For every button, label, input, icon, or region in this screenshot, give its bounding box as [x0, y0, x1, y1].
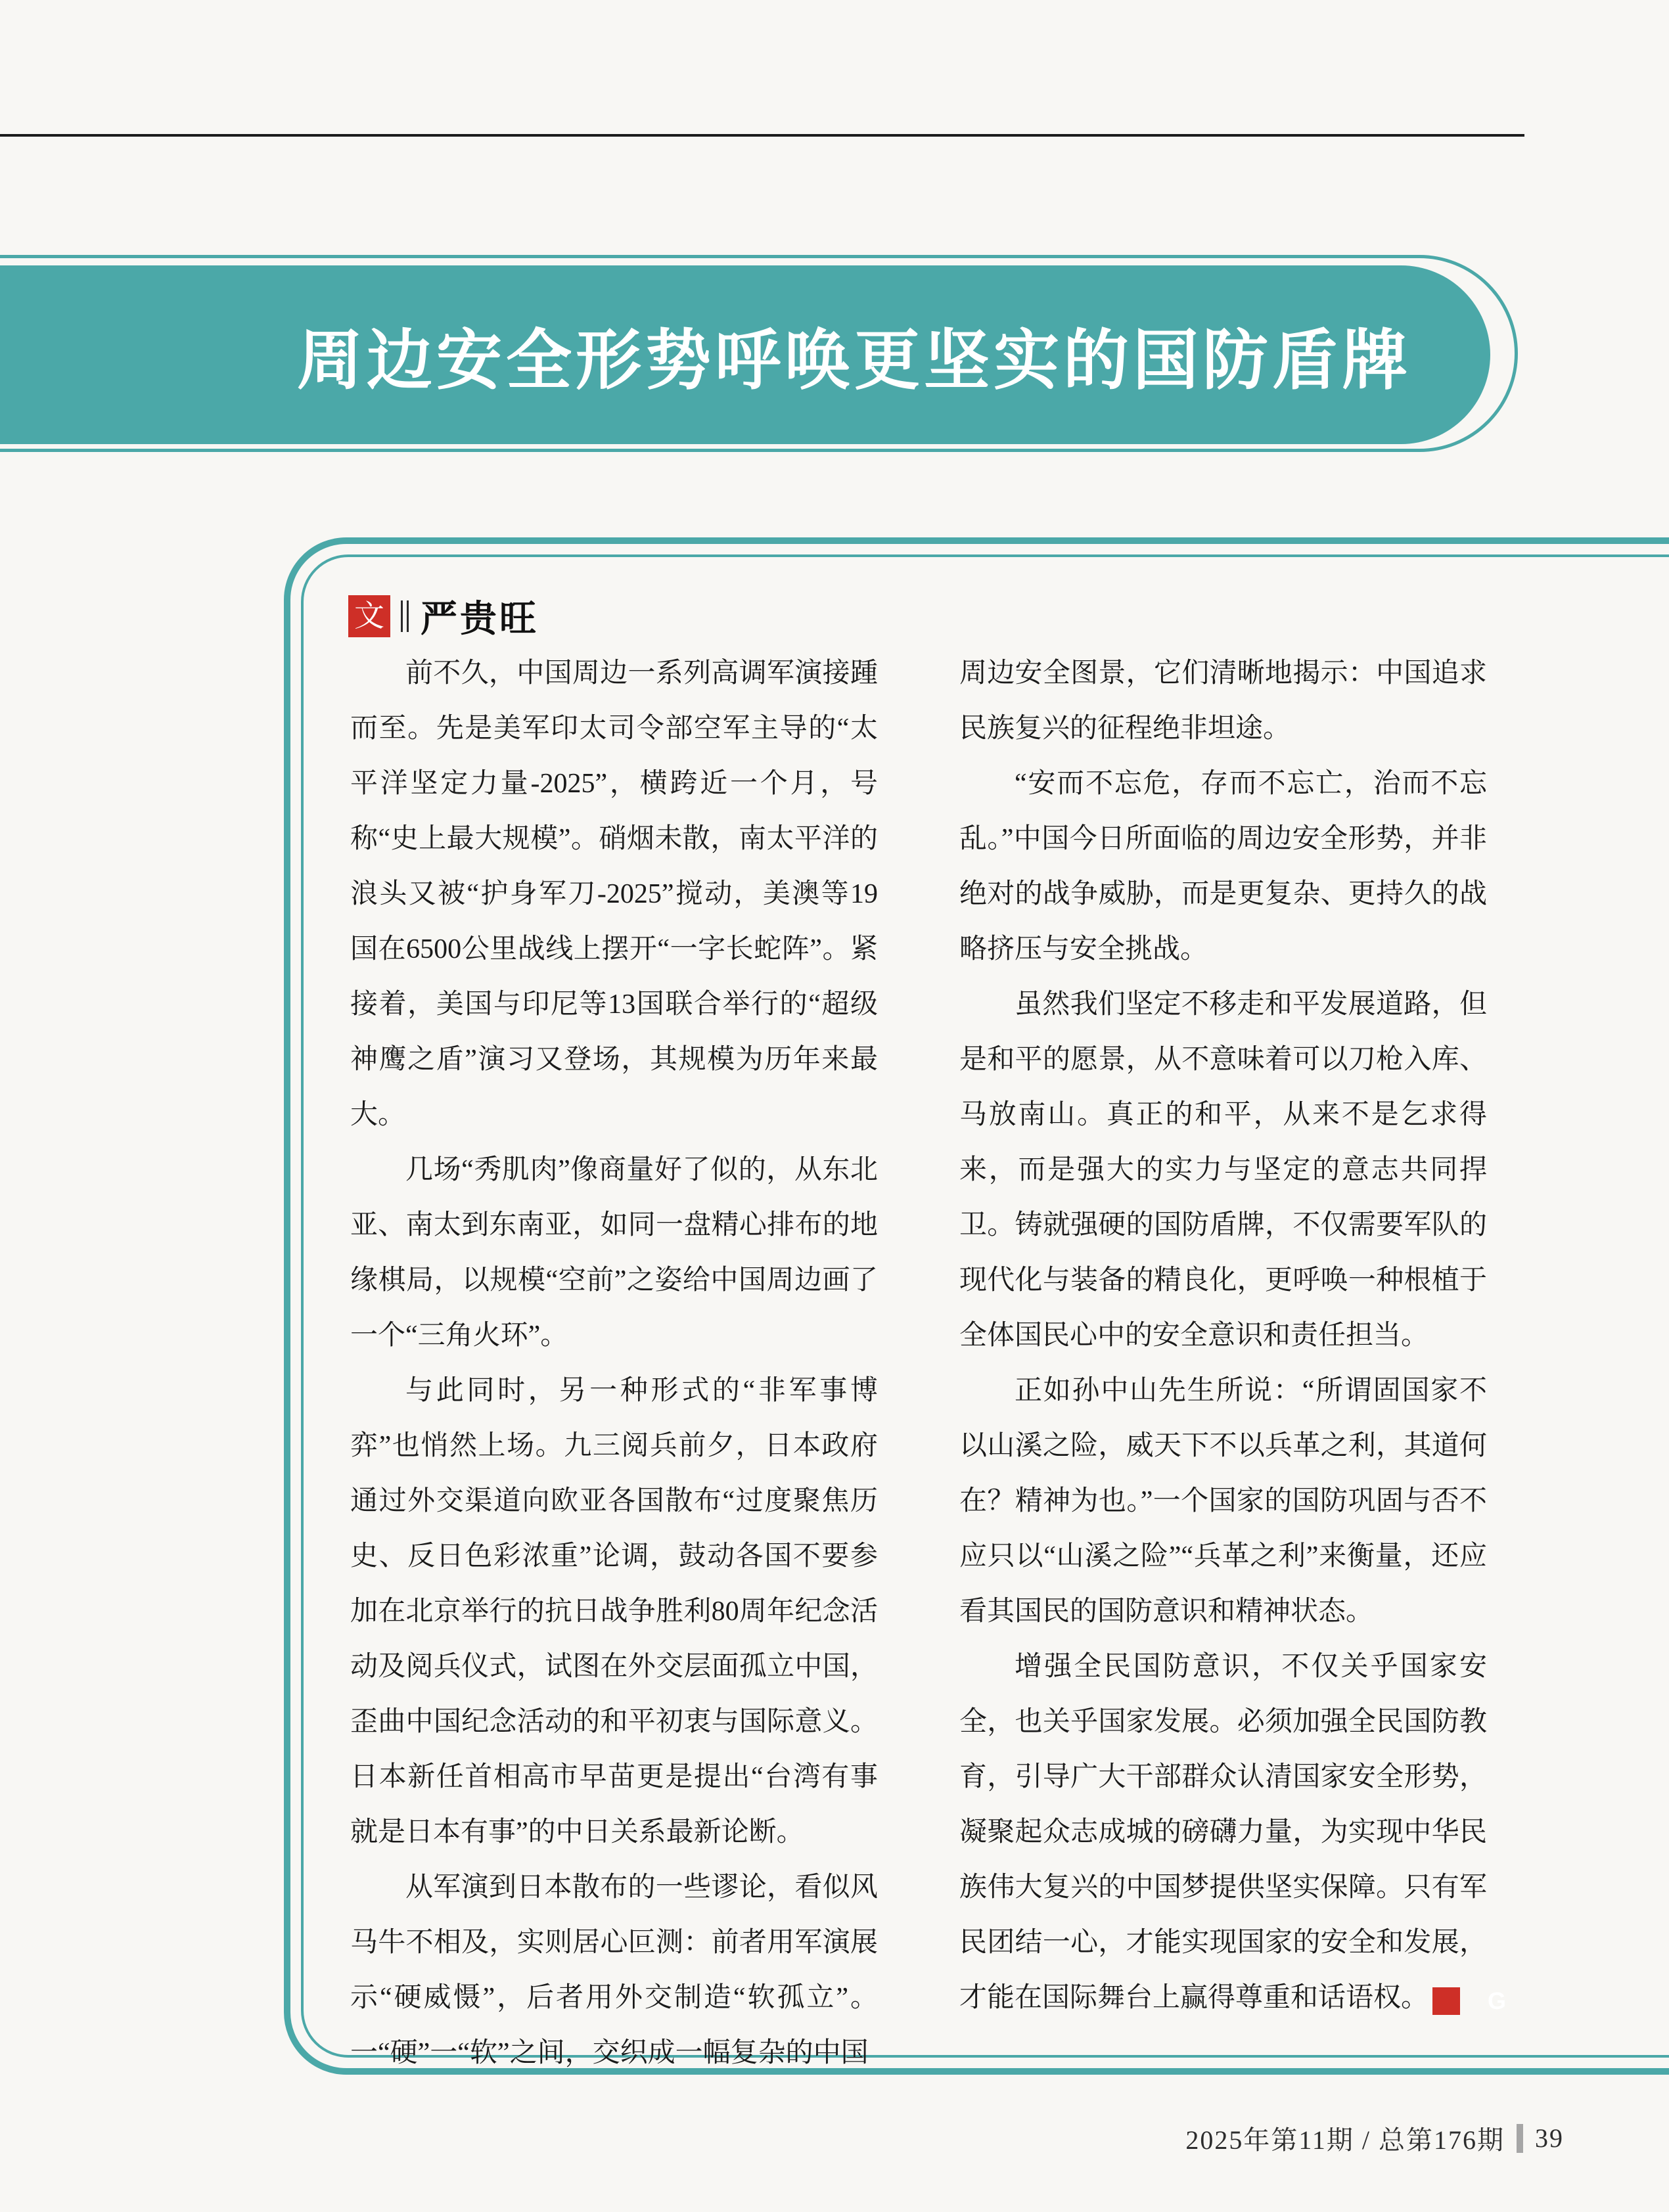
byline-author: 严贵旺 — [421, 598, 539, 639]
paragraph: 前不久，中国周边一系列高调军演接踵而至。先是美军印太司令部空军主导的“太平洋坚定力量-2025”，横跨近一个月，号称“史上最大规模”。硝烟未散，南太平洋的浪头又被“护身军刀-2025”搅动，美澳等19国在6500公里战线上摆开“一字长蛇阵”。紧接着，美国与印尼等13国联合举行的“超级神鹰之盾”演习又登场，其规模为历年来最大。 — [350, 658, 878, 1130]
byline-separator-icon — [401, 600, 409, 632]
byline — [348, 590, 539, 643]
article-title: 周边安全形势呼唤更坚实的国防盾牌 — [297, 324, 1411, 397]
page-footer — [1185, 2119, 1564, 2157]
paragraph: 虽然我们坚定不移走和平发展道路，但是和平的愿景，从不意味着可以刀枪入库、马放南山。真正的和平，从来不是乞求得来，而是强大的实力与坚定的意志共同捍卫。铸就强硬的国防盾牌，不仅需要军队的现代化与装备的精良化，更呼唤一种根植于全体国民心中的安全意识和责任担当。 — [959, 989, 1487, 1351]
footer-separator — [1517, 2124, 1523, 2153]
paragraph-text: 增强全民国防意识，不仅关乎国家安全，也关乎国家发展。必须加强全民国防教育，引导广大干部群众认清国家安全形势，凝聚起众志成城的磅礴力量，为实现中华民族伟大复兴的中国梦提供坚实保障。只有军民团结一心，才能实现国家的安全和发展，才能在国际舞台上赢得尊重和话语权。 — [959, 1652, 1487, 2013]
paragraph: “安而不忘危，存而不忘亡，治而不忘乱。”中国今日所面临的周边安全形势，并非绝对的战争威胁，而是更复杂、更持久的战略挤压与安全挑战。 — [959, 769, 1487, 964]
top-rule — [0, 134, 1524, 137]
paragraph: 从军演到日本散布的一些谬论，看似风马牛不相及，实则居心叵测：前者用军演展示“硬威慑”，后者用外交制造“软孤立”。一“硬”一“软”之间，交织成一幅复杂的中国 — [350, 1872, 878, 2068]
paragraph — [959, 1639, 1507, 2025]
article-end-mark: G — [1432, 1987, 1460, 2015]
paragraph: 正如孙中山先生所说：“所谓固国家不以山溪之险，威天下不以兵革之利，其道何在？精神为也。”一个国家的国防巩固与否不应只以“山溪之险”“兵革之利”来衡量，还应看其国民的国防意识和精神状态。 — [959, 1376, 1487, 1627]
byline-wen-badge: 文 — [348, 595, 390, 637]
paragraph-continuation: 周边安全图景，它们清晰地揭示：中国追求民族复兴的征程绝非坦途。 — [959, 658, 1487, 744]
paragraph: 几场“秀肌肉”像商量好了似的，从东北亚、南太到东南亚，如同一盘精心排布的地缘棋局，以规模“空前”之姿给中国周边画了一个“三角火环”。 — [350, 1155, 878, 1351]
footer-issue: 2025年第11期 / 总第176期 — [1185, 2125, 1505, 2155]
article-column-right — [959, 646, 1507, 2081]
title-banner — [0, 265, 1490, 444]
paragraph: 与此同时，另一种形式的“非军事博弈”也悄然上场。九三阅兵前夕，日本政府通过外交渠道向欧亚各国散布“过度聚焦历史、反日色彩浓重”论调，鼓动各国不要参加在北京举行的抗日战争胜利80周年纪念活动及阅兵仪式，试图在外交层面孤立中国，歪曲中国纪念活动的和平初衷与国际意义。日本新任首相高市早苗更是提出“台湾有事就是日本有事”的中日关系最新论断。 — [350, 1376, 878, 1847]
footer-page-number: 39 — [1535, 2123, 1564, 2153]
article-column-left — [350, 646, 878, 2081]
article-body — [350, 646, 1507, 2081]
